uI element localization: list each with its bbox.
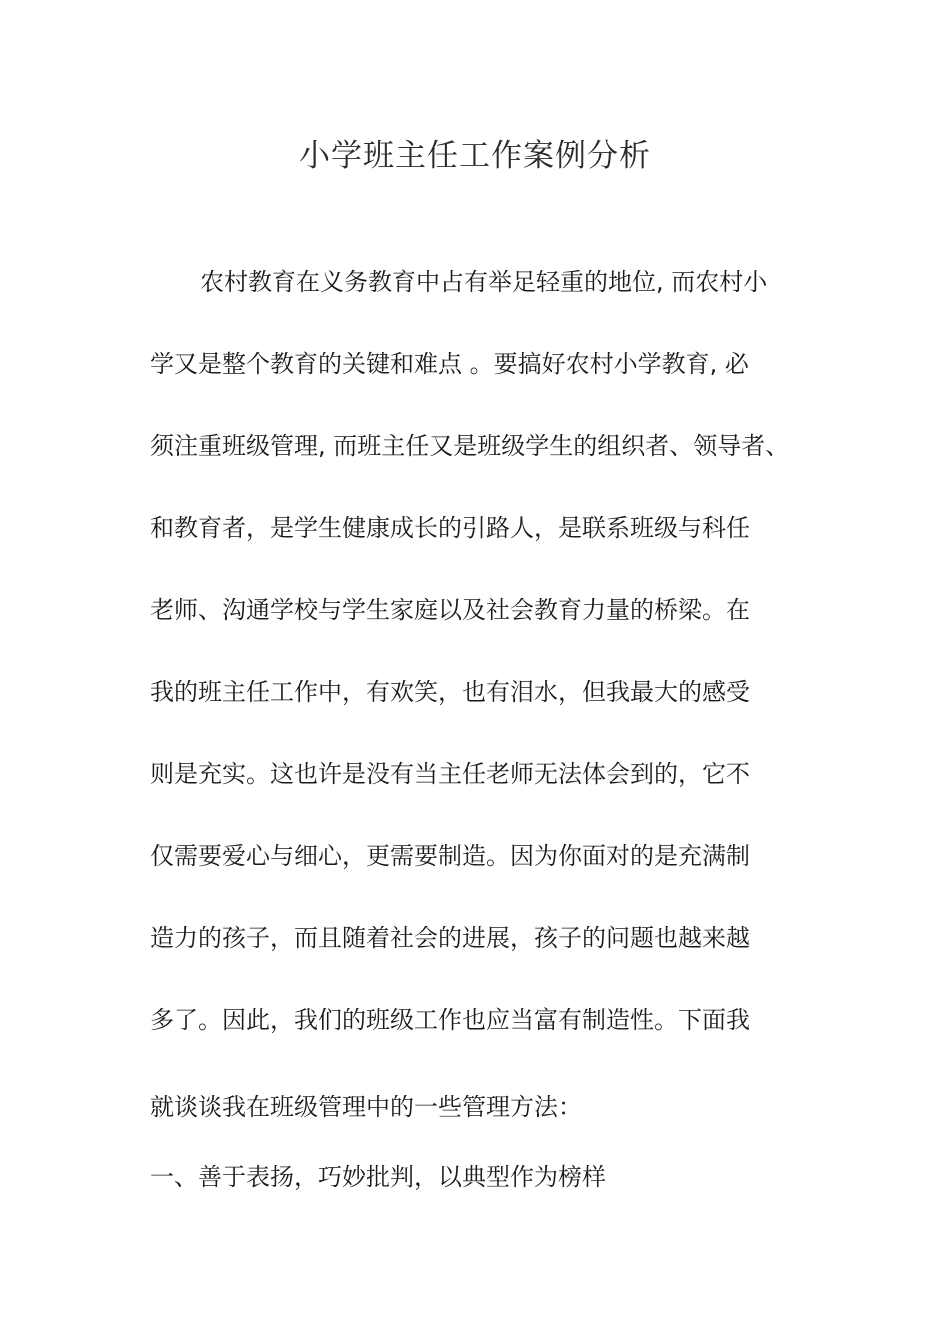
paragraph-line-11: 就谈谈我在班级管理中的一些管理方法： — [150, 1093, 582, 1121]
paragraph-line-1: 农村教育在义务教育中占有举足轻重的地位, 而农村小 — [200, 268, 768, 296]
paragraph-line-8: 仅需要爱心与细心，更需要制造。因为你面对的是充满制 — [150, 842, 750, 870]
document-title: 小学班主任工作案例分析 — [299, 138, 651, 174]
section-heading: 一、善于表扬，巧妙批判，以典型作为榜样 — [150, 1163, 606, 1191]
paragraph-line-9: 造力的孩子，而且随着社会的进展，孩子的问题也越来越 — [150, 924, 750, 952]
paragraph-line-3: 须注重班级管理, 而班主任又是班级学生的组织者、领导者、 — [150, 432, 790, 460]
paragraph-line-6: 我的班主任工作中，有欢笑，也有泪水，但我最大的感受 — [150, 678, 750, 706]
paragraph-line-10: 多了。因此，我们的班级工作也应当富有制造性。下面我 — [150, 1006, 750, 1034]
paragraph-line-2: 学又是整个教育的关键和难点 。要搞好农村小学教育, 必 — [150, 350, 749, 378]
paragraph-line-7: 则是充实。这也许是没有当主任老师无法体会到的，它不 — [150, 760, 750, 788]
paragraph-line-5: 老师、沟通学校与学生家庭以及社会教育力量的桥梁。在 — [150, 596, 750, 624]
paragraph-line-4: 和教育者，是学生健康成长的引路人，是联系班级与科任 — [150, 514, 750, 542]
